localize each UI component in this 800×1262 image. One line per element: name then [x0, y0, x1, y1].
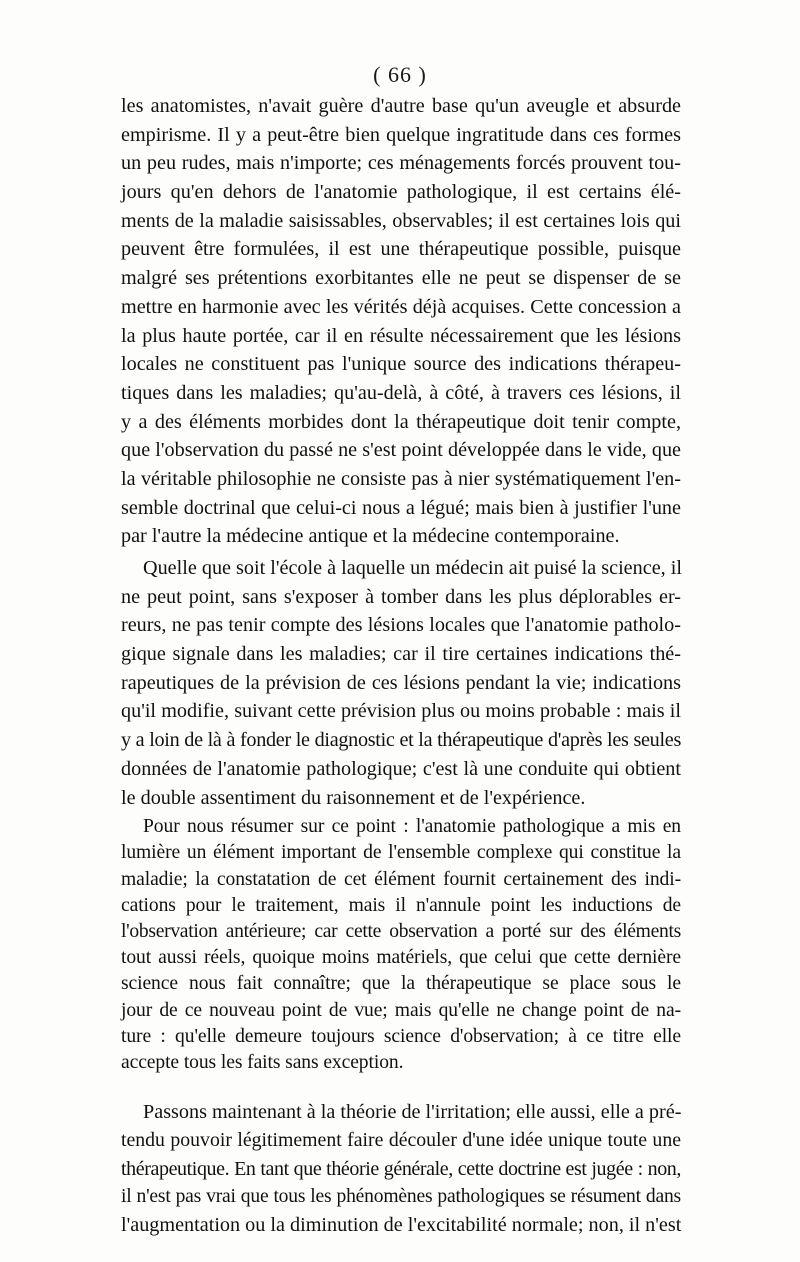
- text-line: cations pour le traitement, mais il n'annule point les inductions de: [121, 894, 681, 916]
- paragraph-1: [121, 92, 681, 551]
- text-line: tout aussi réels, quoique moins matériels, que celui que cette dernière: [121, 947, 681, 969]
- text-line: données de l'anatomie pathologique; c'est là une conduite qui obtient: [121, 757, 681, 780]
- text-line: l'augmentation ou la diminution de l'excitabilité normale; non, il n'est: [121, 1214, 682, 1237]
- text-line: reurs, ne pas tenir compte des lésions locales que l'anatomie patholo-: [121, 614, 681, 637]
- text-line: accepte tous les faits sans exception.: [121, 1051, 404, 1073]
- text-line: que l'observation du passé ne s'est point développée dans le vide, que: [121, 439, 681, 462]
- paragraph-2: [121, 554, 681, 812]
- text-line: y a loin de là à fonder le diagnostic et la thérapeutique d'après les seules: [121, 729, 681, 752]
- paragraph-4: [121, 1098, 681, 1239]
- text-line: science nous fait connaître; que la thérapeutique se place sous le: [121, 973, 681, 995]
- text-line: jours qu'en dehors de l'anatomie pathologique, il est certains élé-: [121, 181, 681, 204]
- text-line: ture : qu'elle demeure toujours science d'observation; à ce titre elle: [121, 1025, 681, 1047]
- text-line: la plus haute portée, car il en résulte nécessairement que les lésions: [121, 324, 681, 347]
- text-line: peuvent être formulées, il est une thérapeutique possible, puisque: [121, 238, 681, 261]
- text-line: locales ne constituent pas l'unique source des indications thérapeu-: [121, 353, 681, 376]
- paragraph-3: [121, 814, 681, 1076]
- text-line: ne peut point, sans s'exposer à tomber dans les plus déplorables er-: [121, 585, 681, 608]
- text-line: tiques dans les maladies; qu'au-delà, à côté, à travers ces lésions, il: [121, 381, 681, 404]
- text-line: la véritable philosophie ne consiste pas à nier systématiquement l'en-: [121, 467, 681, 490]
- text-line: jour de ce nouveau point de vue; mais qu'elle ne change point de na-: [121, 999, 681, 1021]
- text-line: tendu pouvoir légitimement faire découler d'une idée unique toute une: [121, 1129, 681, 1152]
- text-line: y a des éléments morbides dont la thérapeutique doit tenir compte,: [121, 410, 681, 433]
- text-line: semble doctrinal que celui-ci nous a légué; mais bien à justifier l'une: [121, 496, 681, 519]
- text-line: par l'autre la médecine antique et la médecine contemporaine.: [121, 525, 620, 548]
- text-line: un peu rudes, mais n'importe; ces ménagements forcés prouvent tou-: [121, 152, 681, 175]
- text-line: Pour nous résumer sur ce point : l'anatomie pathologique a mis en: [143, 816, 681, 838]
- text-line: le double assentiment du raisonnement et de l'expérience.: [121, 786, 586, 809]
- text-line: l'observation antérieure; car cette observation a porté sur des éléments: [121, 920, 681, 942]
- text-line: Quelle que soit l'école à laquelle un médecin ait puisé la science, il: [143, 557, 682, 579]
- text-line: rapeutiques de la prévision de ces lésions pendant la vie; indications: [121, 671, 681, 694]
- text-line: ments de la maladie saisissables, observables; il est certaines lois qui: [121, 209, 681, 232]
- text-line: malgré ses prétentions exorbitantes elle ne peut se dispenser de se: [121, 267, 681, 290]
- text-line: Passons maintenant à la théorie de l'irritation; elle aussi, elle a pré-: [143, 1101, 682, 1124]
- text-line: thérapeutique. En tant que théorie générale, cette doctrine est jugée : non,: [121, 1157, 681, 1180]
- text-line: il n'est pas vrai que tous les phénomènes pathologiques se résument dans: [121, 1185, 681, 1207]
- body-text: [121, 92, 681, 1240]
- text-line: qu'il modifie, suivant cette prévision plus ou moins probable : mais il: [121, 700, 681, 723]
- text-line: empirisme. Il y a peut-être bien quelque ingratitude dans ces formes: [121, 123, 681, 146]
- text-line: mettre en harmonie avec les vérités déjà acquises. Cette concession a: [121, 295, 681, 318]
- text-line: les anatomistes, n'avait guère d'autre base qu'un aveugle et absurde: [121, 95, 681, 117]
- text-line: maladie; la constatation de cet élément fournit certainement des indi-: [121, 868, 681, 890]
- text-line: gique signale dans les maladies; car il tire certaines indications thé-: [121, 643, 681, 666]
- page-number: ( 66 ): [373, 62, 427, 87]
- text-line: lumière un élément important de l'ensemble complexe qui constitue la: [121, 842, 681, 864]
